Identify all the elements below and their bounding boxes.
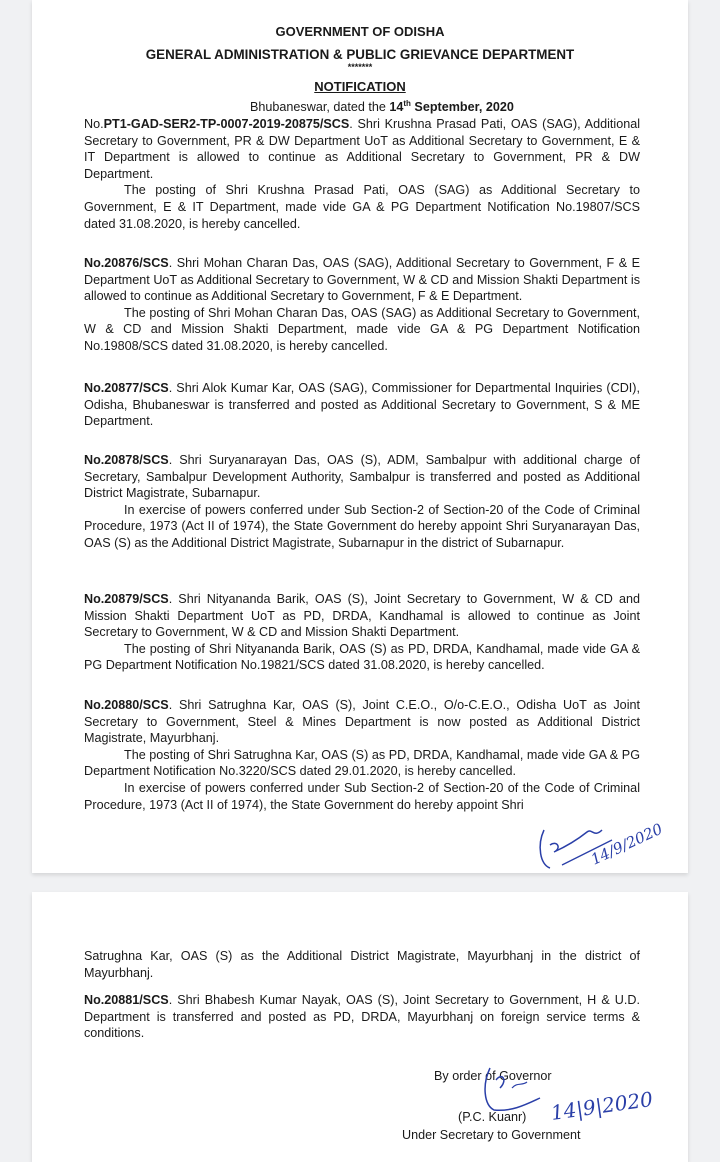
date-rest: September, 2020 <box>410 100 514 115</box>
order-number: No.20880/SCS <box>84 698 169 712</box>
order-text: . Shri Satrughna Kar, OAS (S), Joint C.E.O., O/o-C.E.O., Odisha UoT as Joint Secretary to Government, Steel & Mines Department is now posted as Additional District Magistrate, Mayurbhanj. <box>84 698 640 746</box>
initials-signature <box>532 810 682 875</box>
order-paragraph: The posting of Shri Satrughna Kar, OAS (S) as PD, DRDA, Kandhamal, made vide GA & PG Department Notification No.3220/SCS dated 29.01.2020, is hereby cancelled. <box>84 747 640 779</box>
order-20875 <box>84 116 640 232</box>
by-order-text: By order of Governor <box>434 1069 552 1083</box>
order-text: . Shri Bhabesh Kumar Nayak, OAS (S), Joint Secretary to Government, H & U.D. Department is transferred and posted as PD, DRDA, Mayurbhanj on foreign service terms & conditions. <box>84 993 640 1041</box>
page-1 <box>32 0 688 873</box>
order-text: . Shri Nityananda Barik, OAS (S), Joint Secretary to Government, W & CD and Mission Shakti Department UoT as PD, DRDA, Kandhamal is allowed to continue as Joint Secretary to Government, W & CD and Mission Shakti Department. <box>84 592 640 640</box>
signatory-name: (P.C. Kuanr) <box>458 1110 527 1124</box>
page-2 <box>32 892 688 1162</box>
order-paragraph: Satrughna Kar, OAS (S) as the Additional District Magistrate, Mayurbhanj in the district of Mayurbhanj. <box>84 949 640 980</box>
order-20877 <box>84 380 640 430</box>
order-no-prefix: No. <box>84 117 104 131</box>
order-number: No.20878/SCS <box>84 453 169 467</box>
order-paragraph: The posting of Shri Krushna Prasad Pati, OAS (SAG) as Additional Secretary to Government, E & IT Department, made vide GA & PG Department Notification No.19807/SCS dated 31.08.2020, is hereby cancelled. <box>84 183 640 231</box>
order-20881 <box>84 992 640 1042</box>
order-number: No.20877/SCS <box>84 381 169 395</box>
notification-date <box>250 99 514 114</box>
notification-title: NOTIFICATION <box>314 79 406 94</box>
order-text: . Shri Mohan Charan Das, OAS (SAG), Additional Secretary to Government, F & E Department UoT as Additional Secretary to Government, W & CD and Mission Shakti Department is allowed to continue as Additional Secretary to Government, F & E Department. <box>84 256 640 304</box>
order-20880 <box>84 697 640 813</box>
order-text: . Shri Krushna Prasad Pati, OAS (SAG), Additional Secretary to Government, PR & DW Department UoT as Additional Secretary to Government, E & IT Department is allowed to continue as Additional Secretary to Government, PR & DW Department. <box>84 117 640 181</box>
continuation-text <box>84 948 640 981</box>
order-number: No.20879/SCS <box>84 592 169 606</box>
date-sup: th <box>403 99 411 108</box>
header-stars: ******* <box>347 62 373 72</box>
order-paragraph: The posting of Shri Nityananda Barik, OAS (S) as PD, DRDA, Kandhamal, made vide GA & PG Department Notification No.19821/SCS dated 31.08.2020, is hereby cancelled. <box>84 641 640 673</box>
header-government: GOVERNMENT OF ODISHA <box>275 24 445 39</box>
initials-date: 14/9/2020 <box>588 819 666 869</box>
order-paragraph: In exercise of powers conferred under Sub Section-2 of Section-20 of the Code of Criminal Procedure, 1973 (Act II of 1974), the State Government do hereby appoint Shri <box>84 780 640 812</box>
order-20876 <box>84 255 640 355</box>
date-day: 14 <box>389 100 404 115</box>
officer-signature <box>482 1060 655 1130</box>
order-number: PT1-GAD-SER2-TP-0007-2019-20875/SCS <box>103 117 350 131</box>
order-paragraph: In exercise of powers conferred under Sub Section-2 of Section-20 of the Code of Criminal Procedure, 1973 (Act II of 1974), the State Government do hereby appoint Shri Suryanarayan Das, OAS (S) as the Additional District Magistrate, Subarnapur in the district of Subarnapur. <box>84 502 640 550</box>
order-paragraph: The posting of Shri Mohan Charan Das, OAS (SAG) as Additional Secretary to Government, W & CD and Mission Shakti Department, made vide GA & PG Department Notification No.19808/SCS dated 31.08.2020, is hereby cancelled. <box>84 305 640 353</box>
order-text: . Shri Alok Kumar Kar, OAS (SAG), Commissioner for Departmental Inquiries (CDI), Odisha, Bhubaneswar is transferred and posted as Additional Secretary to Government, S & ME Department. <box>84 381 640 429</box>
header-department: GENERAL ADMINISTRATION & PUBLIC GRIEVANCE DEPARTMENT <box>145 47 575 62</box>
order-20878 <box>84 452 640 552</box>
order-20879 <box>84 591 640 674</box>
date-prefix: Bhubaneswar, dated the <box>250 100 390 115</box>
order-number: No.20881/SCS <box>84 993 169 1007</box>
order-text: . Shri Suryanarayan Das, OAS (S), ADM, Sambalpur with additional charge of Secretary, Sambalpur Development Authority, Sambalpur is transferred and posted as Additional District Magistrate, Subarnapur. <box>84 453 640 501</box>
signatory-designation: Under Secretary to Government <box>402 1128 581 1142</box>
order-number: No.20876/SCS <box>84 256 169 270</box>
signature-date: 14|9|2020 <box>549 1086 655 1125</box>
